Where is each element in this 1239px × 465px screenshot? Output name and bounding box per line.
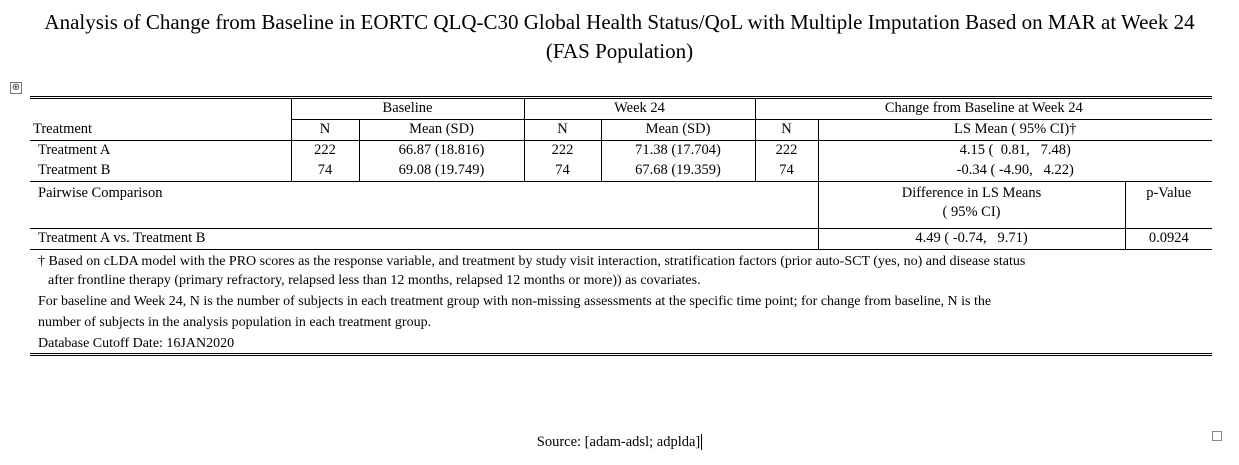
table-title [0, 8, 1239, 66]
pairwise-pvalue-header: p-Value [1125, 182, 1212, 229]
results-table [30, 96, 1212, 356]
row-change-ls: -0.34 ( -4.90, 4.22) [818, 161, 1212, 182]
row-change-ls: 4.15 ( 0.81, 7.48) [818, 141, 1212, 162]
header-baseline-mean: Mean (SD) [359, 120, 524, 141]
row-change-n: 74 [755, 161, 818, 182]
footnotes [30, 250, 1212, 355]
row-week24-n: 222 [524, 141, 601, 162]
header-ls-mean: LS Mean ( 95% CI)† [818, 120, 1212, 141]
source-line [0, 434, 1239, 451]
footnote-n-note: For baseline and Week 24, N is the number of subjects in each treatment group with non-missing assessments at the specific time point; for change from baseline, N is the [38, 294, 992, 309]
header-week24-mean: Mean (SD) [601, 120, 755, 141]
footnote-dagger-cont: after frontline therapy (primary refractory, relapsed less than 12 months, relapsed 12 months or more)) as covariates. [48, 273, 701, 288]
row-baseline-n: 74 [291, 161, 359, 182]
row-treatment: Treatment A [38, 142, 111, 158]
header-baseline-n: N [291, 120, 359, 141]
pairwise-label: Pairwise Comparison [30, 182, 818, 229]
resize-handle-icon[interactable] [1212, 431, 1222, 441]
header-empty [30, 98, 291, 120]
diff-header-line-1: Difference in LS Means [901, 185, 1042, 201]
footnote-row [30, 250, 1212, 355]
header-row-1 [30, 98, 1212, 120]
table-row [30, 161, 1212, 182]
header-treatment: Treatment [30, 120, 291, 141]
pairwise-pvalue: 0.0924 [1125, 229, 1212, 250]
row-baseline-n: 222 [291, 141, 359, 162]
pairwise-row [30, 229, 1212, 250]
pairwise-diff-value: 4.49 ( -0.74, 9.71) [818, 229, 1125, 250]
row-baseline-mean: 66.87 (18.816) [359, 141, 524, 162]
header-week24: Week 24 [524, 98, 755, 120]
footnote-dagger: † Based on cLDA model with the PRO scores as the response variable, and treatment by study visit interaction, stratification factors (prior auto-SCT (yes, no) and disease status [38, 254, 1026, 269]
header-change-n: N [755, 120, 818, 141]
pairwise-diff-header [818, 182, 1125, 229]
diff-header-line-2: ( 95% CI) [942, 204, 1001, 220]
pairwise-header-row [30, 182, 1212, 229]
header-row-2 [30, 120, 1212, 141]
footnote-cutoff: Database Cutoff Date: 16JAN2020 [38, 336, 235, 351]
title-line-2: (FAS Population) [545, 39, 694, 63]
header-week24-n: N [524, 120, 601, 141]
title-line-1: Analysis of Change from Baseline in EORTC QLQ-C30 Global Health Status/QoL with Multiple Imputation Based on MAR at Week 24 [44, 10, 1195, 34]
row-week24-mean: 71.38 (17.704) [601, 141, 755, 162]
move-handle-icon[interactable]: ⊕ [11, 82, 21, 93]
footnote-n-note-cont: number of subjects in the analysis population in each treatment group. [38, 315, 432, 330]
header-baseline: Baseline [291, 98, 524, 120]
table-row [30, 141, 1212, 162]
row-baseline-mean: 69.08 (19.749) [359, 161, 524, 182]
header-change: Change from Baseline at Week 24 [755, 98, 1212, 120]
row-week24-mean: 67.68 (19.359) [601, 161, 755, 182]
row-change-n: 222 [755, 141, 818, 162]
row-week24-n: 74 [524, 161, 601, 182]
source-text: Source: [adam-adsl; adplda] [536, 434, 701, 450]
row-treatment: Treatment B [38, 162, 111, 178]
pairwise-comparison: Treatment A vs. Treatment B [30, 229, 818, 250]
